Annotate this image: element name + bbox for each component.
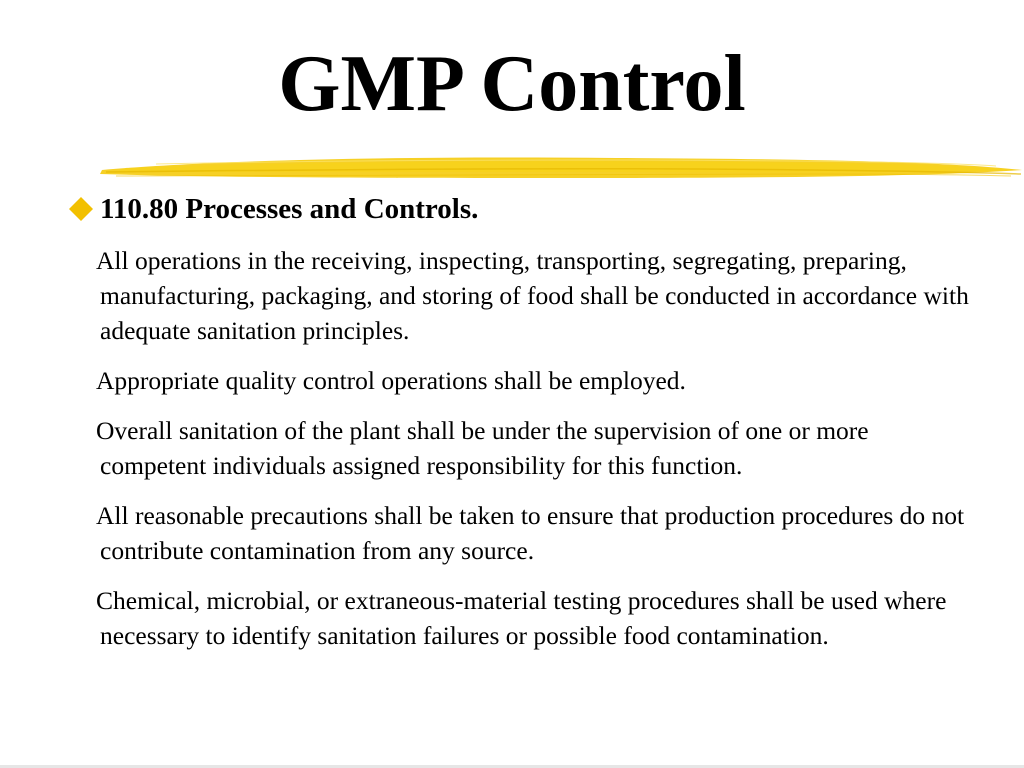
main-bullet-text: 110.80 Processes and Controls. xyxy=(100,193,479,225)
slide-title: GMP Control xyxy=(278,40,746,128)
paragraph-sanitation-principles: All operations in the receiving, inspecting, transporting, segregating, preparing, manufacturing, packaging, and storing of food shall be conducted in accordance with adequate sanitation principles. xyxy=(96,246,969,345)
diamond-bullet-icon xyxy=(68,196,94,222)
main-bullet xyxy=(64,190,964,230)
paragraph-quality-control: Appropriate quality control operations shall be employed. xyxy=(96,366,686,395)
paragraph-supervision: Overall sanitation of the plant shall be under the supervision of one or more competent individuals assigned responsibility for this function. xyxy=(96,416,869,480)
paragraph-testing-procedures: Chemical, microbial, or extraneous-material testing procedures shall be used where necessary to identify sanitation failures or possible food contamination. xyxy=(96,586,947,650)
paragraph-precautions: All reasonable precautions shall be taken to ensure that production procedures do not contribute contamination from any source. xyxy=(96,501,965,565)
sub-paragraph-list xyxy=(96,243,980,668)
brush-stroke-underline xyxy=(96,148,1024,188)
